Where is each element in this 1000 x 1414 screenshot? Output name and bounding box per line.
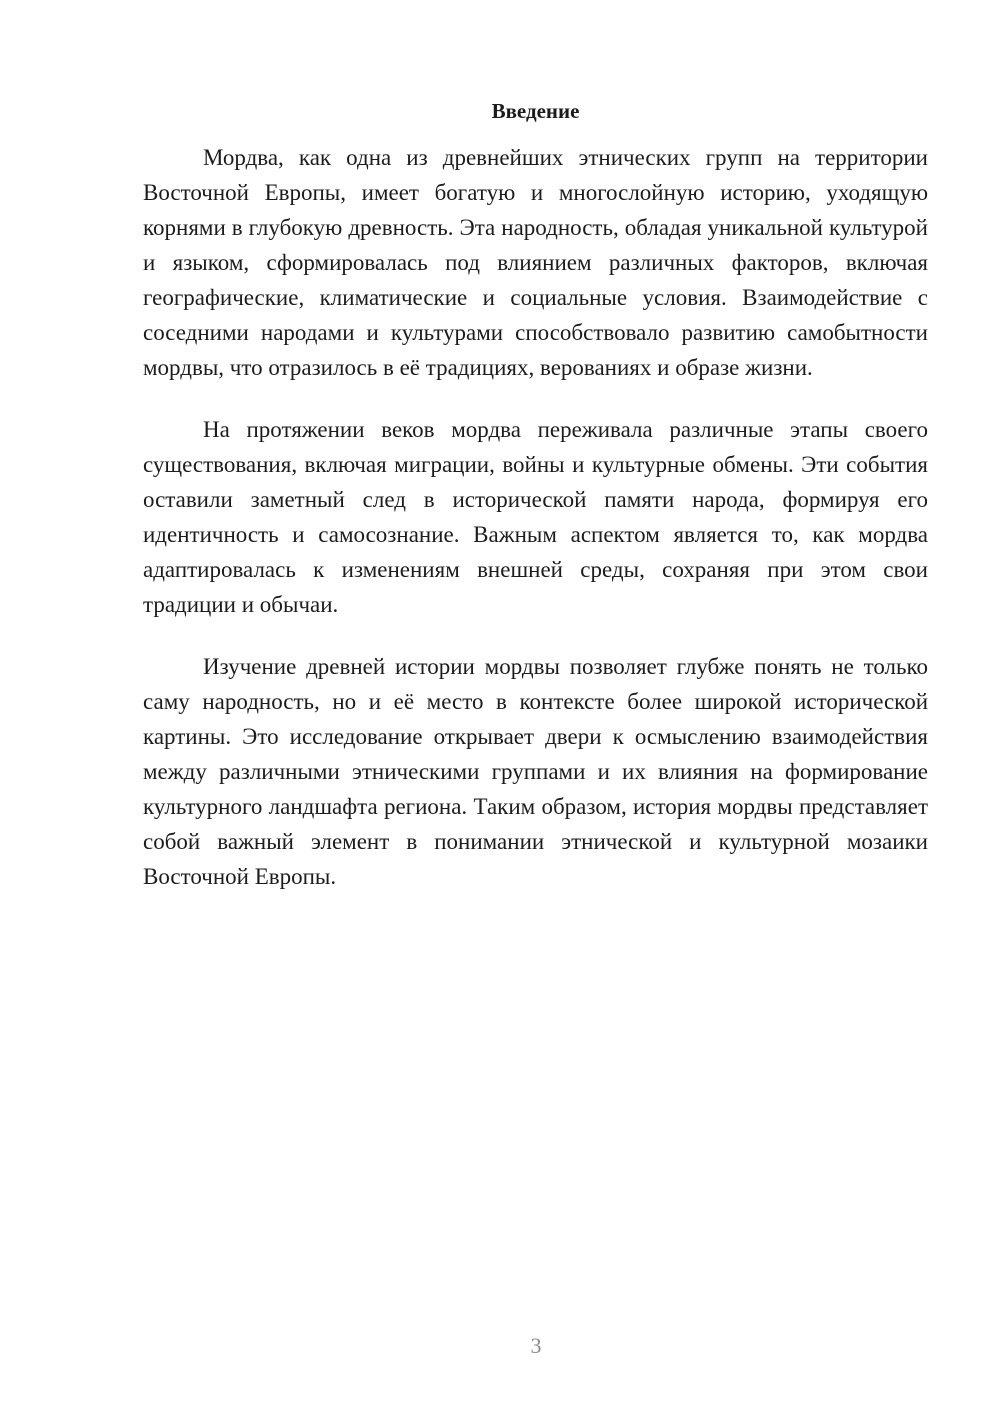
paragraph-1: Мордва, как одна из древнейших этнических групп на территории Восточной Европы, имеет богатую и многослойную историю, уходящую корнями в глубокую древность. Эта народность, обладая уникальной культурой и языком, сформировалась под влиянием различных факторов, включая географические, климатические и социальные условия. Взаимодействие с соседними народами и культурами способствовало развитию самобытности мордвы, что отразилось в её традициях, верованиях и образе жизни. bbox=[143, 145, 928, 380]
paragraph-2: На протяжении веков мордва переживала различные этапы своего существования, включая миграции, войны и культурные обмены. Эти события оставили заметный след в исторической памяти народа, формируя его идентичность и самосознание. Важным аспектом является то, как мордва адаптировалась к изменениям внешней среды, сохраняя при этом свои традиции и обычаи. bbox=[143, 417, 928, 617]
page-content bbox=[143, 96, 928, 921]
section-title: Введение bbox=[491, 99, 580, 123]
page-number: 3 bbox=[530, 1333, 542, 1358]
paragraph-3: Изучение древней истории мордвы позволяет глубже понять не только саму народность, но и её место в контексте более широкой исторической картины. Это исследование открывает двери к осмыслению взаимодействия между различными этническими группами и их влияния на формирование культурного ландшафта региона. Таким образом, история мордвы представляет собой важный элемент в понимании этнической и культурной мозаики Восточной Европы. bbox=[143, 654, 928, 889]
